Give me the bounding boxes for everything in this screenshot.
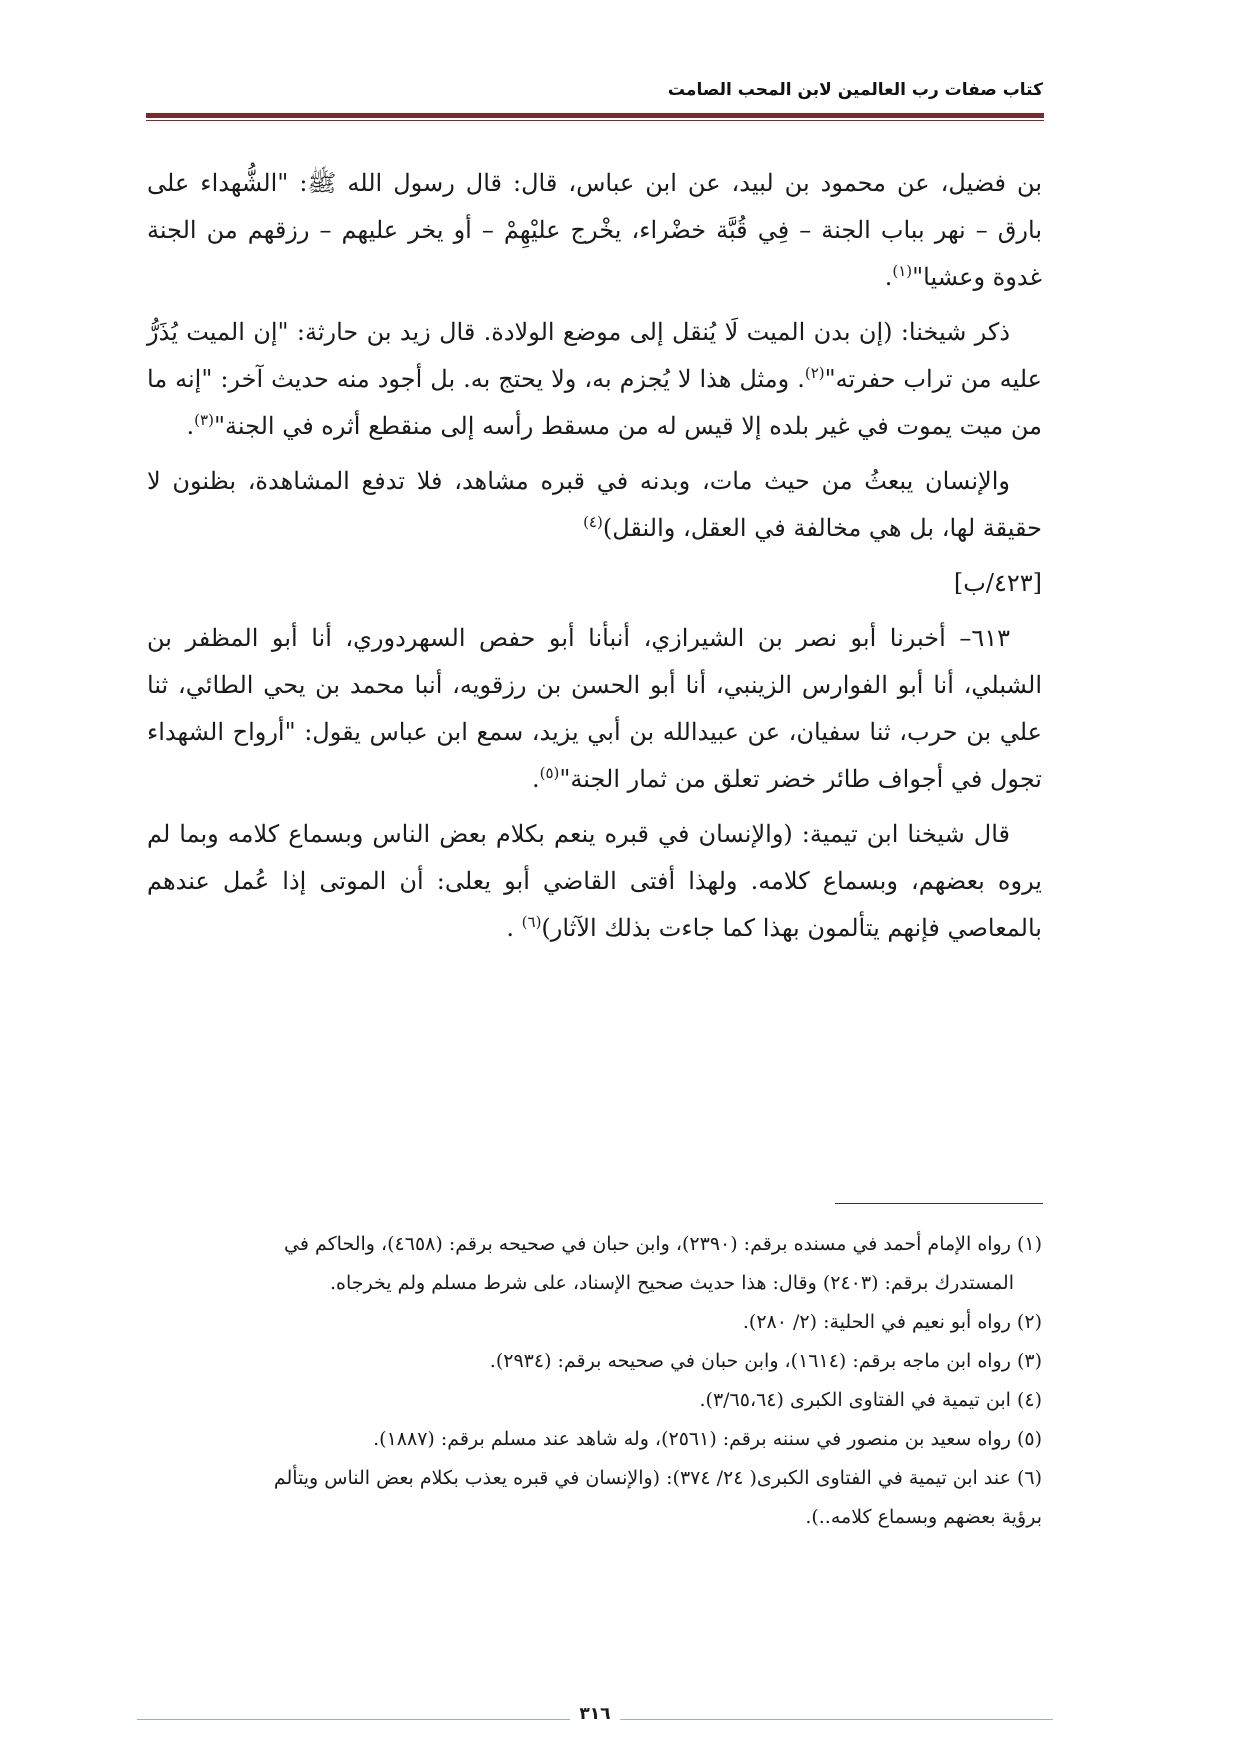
footer-rule-left	[137, 1719, 570, 1720]
footnote-2: (٢) رواه أبو نعيم في الحلية: (٢/ ٢٨٠).	[742, 1311, 1042, 1333]
main-text	[147, 160, 1042, 960]
header-divider-thin	[146, 120, 1044, 121]
paragraph-2-text-b: . ومثل هذا لا يُجزم به، ولا يحتج به. بل أجود منه حديث آخر: "إنه ما من ميت يموت في غير بلده إلا قيس له من مسقط رأسه إلى منقطع أثره في الجنة"	[147, 365, 1042, 440]
paragraph-1-end: .	[884, 263, 893, 291]
footnotes	[147, 1225, 1042, 1537]
paragraph-1	[147, 160, 1042, 301]
paragraph-2-text-a: ذكر شيخنا: (إن بدن الميت لَا يُنقل إلى موضع الولادة. قال زيد بن حارثة: "إن الميت يُذَرُّ عليه من تراب حفرته"	[147, 318, 1043, 393]
footnote-5: (٥) رواه سعيد بن منصور في سننه برقم: (٢٥٦١)، وله شاهد عند مسلم برقم: (١٨٨٧).	[373, 1428, 1042, 1450]
paragraph-2-end: .	[186, 412, 195, 440]
footnote-ref-6: (٦)	[521, 913, 542, 931]
footnote-ref-2: (٢)	[804, 364, 825, 382]
book-title-header: كتاب صفات رب العالمين لابن المحب الصامت	[667, 80, 1043, 100]
paragraph-2	[147, 309, 1042, 450]
footnote-1-continuation: المستدرك برقم: (٢٤٠٣) وقال: هذا حديث صحيح الإسناد، على شرط مسلم ولم يخرجاه.	[330, 1272, 1014, 1294]
paragraph-4	[147, 615, 1042, 803]
footnote-ref-3: (٣)	[194, 411, 214, 429]
paragraph-5-text: قال شيخنا ابن تيمية: (والإنسان في قبره ينعم بكلام بعض الناس وبسماع كلامه وبما لم يروه بعضهم، وبسماع كلامه. ولهذا أفتى القاضي أبو يعلى: أن الموتى إذا عُمل عندهم بالمعاصي فإنهم يتألمون بهذا كما جاءت بذلك الآثار)	[147, 820, 1042, 942]
paragraph-5-end: .	[506, 914, 522, 942]
footnote-ref-4: (٤)	[583, 513, 603, 531]
footnote-ref-5: (٥)	[539, 764, 560, 782]
paragraph-1-text: بن فضيل، عن محمود بن لبيد، عن ابن عباس، قال: قال رسول الله ﷺ: "الشُّهداء على بارق – نهر بباب الجنة – فِي قُبَّة خضْراء، يخْرج عليْهِمْ – أو يخر عليهم – رزقهم من الجنة غدوة وعشيا"	[147, 169, 1043, 291]
paragraph-3-text: والإنسان يبعثُ من حيث مات، وبدنه في قبره مشاهد، فلا تدفع المشاهدة، بظنون لا حقيقة لها، بل هي مخالفة في العقل، والنقل)	[147, 467, 1042, 542]
paragraph-5	[147, 811, 1042, 952]
footnote-6-continuation: برؤية بعضهم وبسماع كلامه..).	[805, 1506, 1042, 1528]
footnote-separator	[835, 1203, 1043, 1204]
paragraph-4-text: ٦١٣– أخبرنا أبو نصر بن الشيرازي، أنبأنا أبو حفص السهردوري، أنا أبو المظفر بن الشبلي، أنا أبو الفوارس الزينبي، أنا أبو الحسن بن رزقويه، أنبا محمد بن يحي الطائي، ثنا علي بن حرب، ثنا سفيان، عن عبيدالله بن أبي يزيد، سمع ابن عباس يقول: "أرواح الشهداء تجول في أجواف طائر خضر تعلق من ثمار الجنة"	[147, 624, 1042, 793]
paragraph-3	[147, 458, 1042, 552]
footnote-4: (٤) ابن تيمية في الفتاوى الكبرى (٣/٦٥،٦٤).	[699, 1389, 1042, 1411]
footnote-ref-1: (١)	[892, 262, 913, 280]
manuscript-folio-marker: [٤٢٣/ب]	[953, 569, 1042, 597]
footnote-6: (٦) عند ابن تيمية في الفتاوى الكبرى( ٢٤/ ٣٧٤): (والإنسان في قبره يعذب بكلام بعض الناس ويتألم	[273, 1467, 1042, 1489]
footer-rule-right	[620, 1719, 1053, 1720]
paragraph-4-end: .	[531, 765, 540, 793]
page-number: ٣١٦	[579, 1704, 611, 1724]
footnote-3: (٣) رواه ابن ماجه برقم: (١٦١٤)، وابن حبان في صحيحه برقم: (٢٩٣٤).	[489, 1350, 1042, 1372]
footnote-1: (١) رواه الإمام أحمد في مسنده برقم: (٢٣٩٠)، وابن حبان في صحيحه برقم: (٤٦٥٨)، والحاكم في	[284, 1233, 1042, 1255]
header-divider	[146, 113, 1044, 118]
